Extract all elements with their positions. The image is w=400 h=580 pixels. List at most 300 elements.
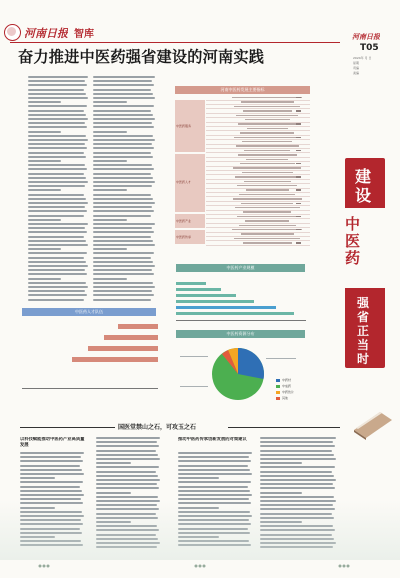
banner-char-jian: 建 — [355, 167, 372, 186]
article-text-line — [260, 462, 302, 464]
table-value-mark — [296, 110, 301, 111]
table-row-text — [238, 154, 297, 155]
article-text-line — [28, 143, 85, 145]
article-text-line — [28, 114, 86, 116]
table-row-rule — [206, 108, 310, 109]
article-text-line — [260, 471, 332, 473]
article-text-line — [96, 441, 157, 443]
table-row-text — [237, 185, 297, 186]
article-text-line — [96, 454, 158, 456]
article-text-line — [96, 458, 160, 460]
table-row-text — [234, 106, 300, 107]
article-text-line — [20, 469, 82, 471]
table-row-text — [245, 220, 289, 221]
article-text-line — [28, 236, 84, 238]
article-text-line — [28, 173, 84, 175]
article-text-line — [93, 80, 152, 82]
banner-char-zheng: 正 — [357, 324, 370, 338]
table-group-3-label: 中医药传承 — [176, 235, 192, 239]
article-text-line — [28, 135, 86, 137]
legend-item-1 — [276, 384, 310, 389]
article-text-line — [93, 101, 127, 103]
article-text-line — [93, 240, 153, 242]
article-text-line — [93, 143, 152, 145]
article-text-line — [28, 278, 61, 280]
table-row-rule — [206, 170, 310, 171]
article-text-line — [28, 139, 88, 141]
article-text-line — [93, 189, 127, 191]
table-row-text — [246, 189, 289, 190]
article-text-line — [28, 282, 86, 284]
pie-title-bar — [176, 330, 305, 338]
table-row-rule — [206, 205, 310, 206]
article-text-line — [260, 492, 302, 494]
article-text-line — [93, 294, 154, 296]
bar-chart-title: 中医药人才队伍 — [75, 309, 103, 314]
legend-label-2: 中药饮片 — [282, 390, 295, 394]
article-text-line — [20, 465, 80, 467]
table-row-text — [236, 115, 298, 116]
table-group-1 — [175, 154, 205, 212]
masthead-right-logo: 河南日报 — [352, 32, 380, 41]
banner-char-qiang: 强 — [357, 296, 370, 310]
article-text-line — [96, 445, 159, 447]
article-text-line — [96, 462, 131, 464]
article-text-line — [93, 210, 154, 212]
article-text-line — [28, 89, 84, 91]
article-text-line — [28, 223, 88, 225]
article-text-line — [260, 450, 332, 452]
table-row-rule — [206, 152, 310, 153]
article-text-line — [28, 181, 88, 183]
table-row-rule — [206, 166, 310, 167]
talent-axis — [22, 388, 158, 389]
table-row-rule — [206, 240, 310, 241]
talent-bar — [88, 346, 158, 351]
table-group-labels — [175, 94, 205, 244]
page-code: T05 — [360, 43, 379, 53]
article-text-line — [93, 206, 152, 208]
talent-bar — [118, 324, 158, 329]
article-text-line — [93, 156, 153, 158]
article-text-line — [93, 93, 153, 95]
table-group-0 — [175, 100, 205, 152]
table-row-text — [243, 242, 292, 243]
table-row-text — [247, 128, 288, 129]
bar-chart-title-bar — [22, 308, 156, 316]
legend-swatch-1 — [276, 385, 280, 388]
table-row-rule — [206, 157, 310, 158]
article-text-line — [260, 437, 336, 439]
chart-line-title: 中医药产业规模 — [226, 265, 255, 270]
article-text-line — [260, 458, 336, 460]
article-text-line — [28, 219, 61, 221]
article-text-line — [28, 164, 85, 166]
article-text-line — [28, 286, 88, 288]
legend-label-3: 其他 — [282, 396, 289, 400]
table-row-text — [244, 181, 291, 182]
article-text-line — [93, 131, 127, 133]
table-row-text — [240, 132, 294, 133]
masthead-logo: 河南日报 — [24, 27, 68, 40]
talent-bar — [72, 357, 158, 362]
trend-bar — [176, 312, 294, 315]
article-text-line — [93, 231, 154, 233]
article-text-line — [28, 122, 85, 124]
bottom-rule-right — [228, 427, 340, 428]
trend-bar — [176, 294, 236, 297]
article-text-line — [28, 244, 88, 246]
table-value-mark — [296, 163, 301, 164]
table-row-rule — [206, 100, 310, 101]
article-text-line — [93, 227, 152, 229]
article-text-line — [93, 257, 151, 259]
article-text-line — [28, 194, 84, 196]
article-text-line — [93, 215, 151, 217]
article-text-line — [260, 445, 335, 447]
table-row-text — [234, 238, 300, 239]
article-text-line — [96, 475, 158, 477]
article-text-line — [28, 198, 86, 200]
table-row-text — [242, 172, 293, 173]
trend-bar — [176, 300, 254, 303]
article-text-line — [20, 481, 83, 483]
table-row-text — [241, 203, 293, 204]
table-row-text — [233, 198, 302, 199]
talent-bar — [104, 335, 158, 340]
table-row-rule — [206, 183, 310, 184]
article-text-line — [93, 84, 154, 86]
article-text-line — [93, 223, 155, 225]
pie-chart — [210, 346, 266, 402]
table-row-rule — [206, 192, 310, 193]
article-text-line — [28, 105, 87, 107]
table-row-rule — [206, 113, 310, 114]
banner-char-sheng: 省 — [357, 310, 370, 324]
table-value-mark — [296, 242, 301, 243]
article-text-line — [260, 487, 335, 489]
article-text-line — [28, 93, 86, 95]
bottom-section-title: 国医堂禁山之石，可攻玉之石 — [118, 424, 197, 431]
bottom-scenery — [0, 500, 400, 560]
legend-swatch-2 — [276, 391, 280, 394]
article-text-line — [178, 469, 250, 471]
table-group-0-label: 中医药服务 — [176, 124, 192, 128]
bottom-col1-heading: 以科技赋能推动中医药产业高质量发展 — [20, 437, 85, 448]
legend-swatch-3 — [276, 397, 280, 400]
table-group-3 — [175, 230, 205, 244]
article-text-line — [93, 105, 154, 107]
table-row-rule — [206, 179, 310, 180]
table-row-text — [239, 225, 296, 226]
article-text-line — [28, 147, 87, 149]
table-row-text — [244, 150, 290, 151]
article-text-line — [28, 252, 87, 254]
table-value-mark — [296, 216, 301, 217]
table-value-mark — [296, 176, 301, 177]
trend-bar — [176, 306, 276, 309]
table-row-rule — [206, 122, 310, 123]
table-value-mark — [296, 189, 301, 190]
legend-label-0: 中药材 — [282, 378, 292, 382]
table-row-rule — [206, 218, 310, 219]
trend-axis — [176, 320, 306, 321]
article-text-line — [28, 80, 85, 82]
article-text-line — [28, 110, 84, 112]
table-row-rule — [206, 174, 310, 175]
table-title: 河南中医药发展主要指标 — [220, 87, 265, 92]
table-value-mark — [296, 229, 301, 230]
article-text-line — [28, 261, 86, 263]
article-text-line — [28, 152, 84, 154]
pie-callout-line — [266, 358, 296, 359]
article-text-line — [178, 460, 251, 462]
article-text-line — [178, 494, 252, 496]
article-text-line — [260, 479, 336, 481]
table-row-text — [243, 110, 292, 111]
article-text-line — [260, 454, 334, 456]
article-text-line — [178, 477, 219, 479]
article-text-line — [28, 273, 87, 275]
article-text-line — [93, 198, 153, 200]
article-text-line — [260, 483, 333, 485]
table-row-text — [246, 159, 288, 160]
table-row-rule — [206, 104, 310, 105]
masthead-suffix: 智库 — [74, 29, 94, 40]
table-row-text — [235, 176, 299, 177]
pie-slice-blue — [238, 348, 264, 379]
article-text-line — [96, 487, 159, 489]
article-text-line — [93, 76, 155, 78]
article-text-line — [28, 227, 85, 229]
table-group-2-label: 中医药产业 — [176, 219, 192, 223]
article-text-line — [28, 131, 61, 133]
table-row-text — [236, 145, 299, 146]
table-row-rule — [206, 188, 310, 189]
article-text-line — [178, 473, 252, 475]
article-text-line — [20, 452, 84, 454]
article-text-line — [260, 496, 334, 498]
pie-legend — [276, 378, 310, 406]
table-row-rule — [206, 130, 310, 131]
legend-swatch-0 — [276, 379, 280, 382]
article-text-line — [93, 219, 127, 221]
table-row-text — [234, 137, 301, 138]
article-text-line — [93, 173, 151, 175]
table-row-rule — [206, 232, 310, 233]
table-group-1-label: 中医药人才 — [176, 180, 192, 184]
article-text-line — [178, 481, 251, 483]
table-row-rule — [206, 210, 310, 211]
banner-char-shi: 时 — [357, 352, 370, 366]
table-row-text — [241, 101, 294, 102]
article-text-line — [20, 460, 83, 462]
trend-bar — [176, 288, 221, 291]
article-text-line — [96, 466, 159, 468]
table-row-rule — [206, 196, 310, 197]
article-text-line — [93, 114, 153, 116]
article-text-line — [96, 471, 156, 473]
article-text-line — [93, 122, 152, 124]
article-text-line — [93, 160, 127, 162]
table-row-rule — [206, 236, 310, 237]
article-text-line — [93, 202, 155, 204]
article-text-line — [28, 156, 86, 158]
article-text-line — [93, 185, 152, 187]
table-row-text — [232, 97, 302, 98]
article-text-line — [20, 473, 84, 475]
article-text-line — [93, 278, 127, 280]
table-row-text — [245, 119, 290, 120]
table-row-rule — [206, 201, 310, 202]
article-text-line — [93, 177, 153, 179]
table-row-rule — [206, 135, 310, 136]
article-text-line — [28, 294, 87, 296]
masthead-meta-0: 2024年 月 日 — [353, 56, 372, 60]
banner-char-she: 设 — [355, 186, 372, 205]
article-text-line — [93, 290, 152, 292]
pie-callout-line — [180, 356, 208, 357]
table-row-rule — [206, 161, 310, 162]
article-text-line — [28, 189, 61, 191]
table-value-mark — [296, 150, 301, 151]
article-text-line — [93, 126, 154, 128]
article-text-line — [260, 466, 335, 468]
article-text-line — [93, 194, 151, 196]
article-text-line — [28, 76, 88, 78]
article-text-line — [93, 135, 153, 137]
masthead-meta-2: 责编 — [353, 66, 360, 70]
article-text-line — [93, 261, 153, 263]
legend-item-2 — [276, 390, 310, 395]
article-text-line — [28, 290, 85, 292]
article-text-line — [93, 286, 155, 288]
article-text-line — [28, 84, 87, 86]
banner-char-dang: 当 — [357, 338, 370, 352]
article-text-line — [96, 450, 156, 452]
article-text-line — [28, 299, 84, 301]
article-text-line — [28, 257, 84, 259]
table-row-text — [232, 229, 302, 230]
article-text-line — [96, 483, 157, 485]
page-headline: 奋力推进中医药强省建设的河南实践 — [18, 48, 265, 66]
table-row-text — [235, 207, 300, 208]
table-row-text — [241, 233, 294, 234]
table-row-rule — [206, 223, 310, 224]
table-row-rule — [206, 139, 310, 140]
article-text-line — [20, 486, 80, 488]
article-text-line — [28, 231, 87, 233]
table-row-text — [239, 194, 295, 195]
article-text-line — [93, 265, 155, 267]
article-text-line — [93, 248, 127, 250]
bottom-rule-left — [20, 427, 115, 428]
table-row-rule — [206, 148, 310, 149]
article-text-line — [28, 185, 85, 187]
table-row-text — [237, 216, 298, 217]
article-text-line — [93, 110, 151, 112]
article-text-line — [93, 282, 153, 284]
article-text-line — [28, 160, 61, 162]
article-text-line — [93, 164, 152, 166]
article-text-line — [20, 456, 81, 458]
banner-big-text: 中医药 — [343, 216, 361, 267]
article-text-line — [93, 152, 151, 154]
article-text-line — [93, 269, 152, 271]
article-text-line — [93, 147, 154, 149]
table-value-mark — [296, 123, 301, 124]
article-text-line — [96, 492, 131, 494]
table-row-rule — [206, 117, 310, 118]
article-text-line — [93, 118, 155, 120]
article-text-line — [93, 236, 151, 238]
legend-item-0 — [276, 378, 310, 383]
masthead-meta-1: 星期 — [353, 61, 360, 65]
table-group-2 — [175, 214, 205, 228]
article-text-line — [28, 248, 61, 250]
table-row-rule — [206, 126, 310, 127]
article-text-line — [93, 273, 154, 275]
article-text-line — [93, 97, 155, 99]
article-text-line — [28, 206, 85, 208]
table-row-rule — [206, 144, 310, 145]
table-value-mark — [296, 203, 301, 204]
table-row-text — [243, 211, 291, 212]
table-row-text — [242, 141, 292, 142]
article-text-line — [28, 168, 87, 170]
table-row-text — [238, 123, 296, 124]
article-text-line — [178, 490, 250, 492]
article-text-line — [178, 452, 252, 454]
article-text-line — [20, 494, 84, 496]
article-text-line — [28, 118, 88, 120]
pie-callout-line — [180, 386, 208, 387]
article-text-line — [28, 269, 85, 271]
table-value-mark — [296, 97, 301, 98]
article-text-line — [20, 490, 82, 492]
chart-line-title-bar — [176, 264, 305, 272]
article-text-line — [28, 215, 84, 217]
article-text-line — [93, 299, 151, 301]
article-text-line — [28, 97, 88, 99]
table-title-bar — [175, 86, 310, 94]
article-text-line — [93, 139, 155, 141]
article-text-line — [28, 265, 88, 267]
legend-item-3 — [276, 396, 310, 401]
article-text-line — [28, 177, 86, 179]
table-row-text — [233, 167, 301, 168]
article-text-line — [93, 181, 155, 183]
article-text-line — [178, 465, 248, 467]
article-text-line — [96, 496, 158, 498]
trend-bar — [176, 282, 206, 285]
article-text-line — [20, 477, 55, 479]
article-text-line — [96, 437, 160, 439]
article-text-line — [28, 202, 88, 204]
article-text-line — [28, 210, 87, 212]
article-text-line — [178, 456, 249, 458]
table-value-mark — [296, 137, 301, 138]
article-text-line — [28, 126, 87, 128]
table-row-text — [240, 163, 295, 164]
article-text-line — [93, 252, 154, 254]
table-row-rule — [206, 214, 310, 215]
article-text-line — [178, 486, 248, 488]
article-text-line — [260, 475, 334, 477]
table-row-rule — [206, 227, 310, 228]
article-text-line — [93, 89, 151, 91]
masthead-meta-3: 美编 — [353, 71, 360, 75]
